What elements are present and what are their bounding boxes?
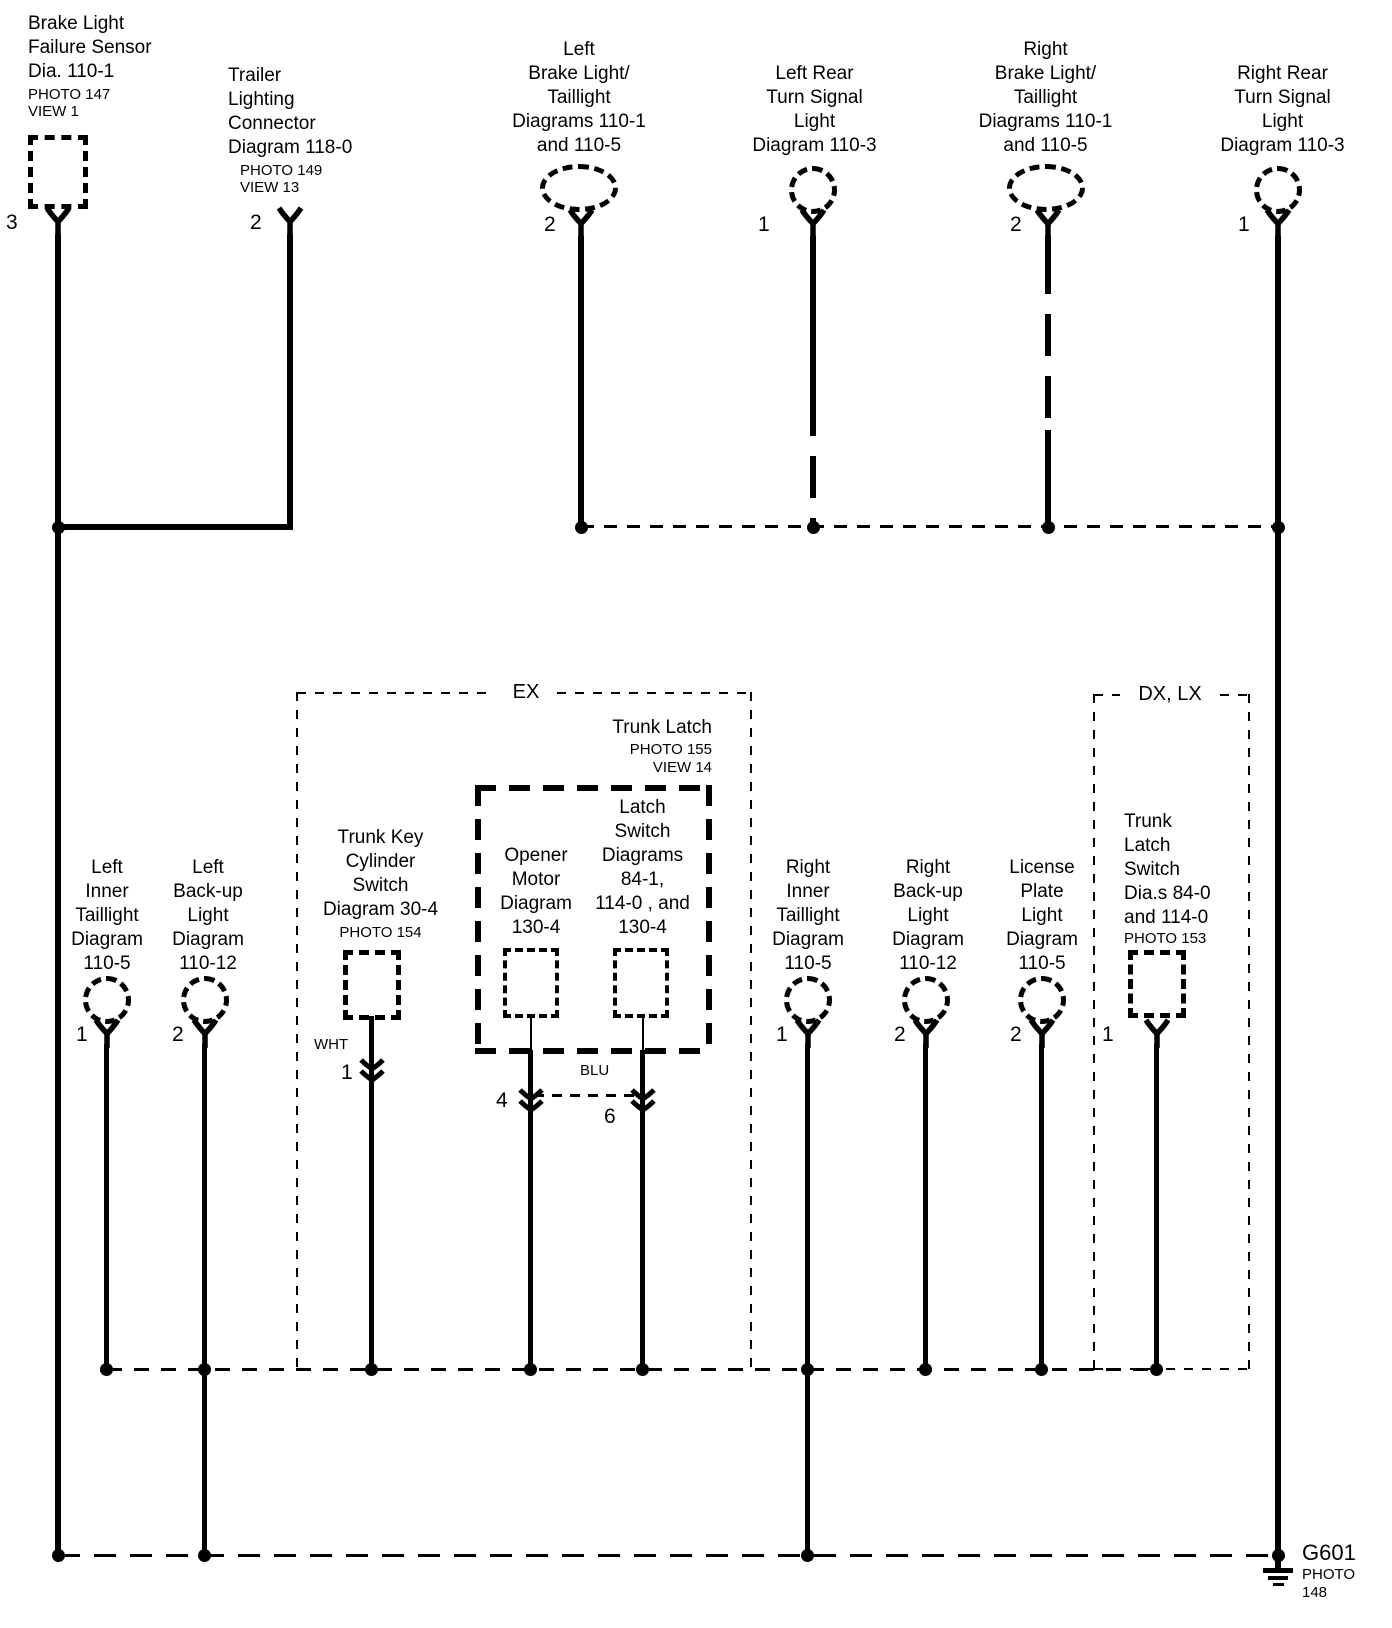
wire-right-brake-dashed [1045,252,1051,430]
junction-dot [52,1549,65,1562]
label-line: Diagram [172,929,244,950]
pin-number: 1 [76,1023,88,1046]
connector-oval-left-brake-light-taillight [540,164,618,212]
label-latch-switch [570,796,715,940]
label-line: Cylinder [345,851,416,872]
label-line: Taillight [75,905,139,926]
junction-dot [365,1363,378,1376]
connector-box-trunk-latch-switch [1128,950,1186,1018]
pin-number: 2 [544,213,556,236]
photo-ref: PHOTO 154 [339,924,422,941]
ex-box-left-edge [296,692,298,1370]
connector-box-opener-motor [503,948,559,1018]
pin-number: 2 [1010,213,1022,236]
label-line: Inner [85,881,129,902]
label-line: Brake Light [28,13,125,34]
label-line: Diagram 110-3 [1220,135,1345,156]
terminal-y-icon [1264,208,1292,238]
connector-circle-left-inner-taillight [83,976,131,1024]
inline-connector-icon [630,1088,656,1114]
trunk-latch-box-bottom [475,1048,712,1054]
label-line: License [1009,857,1075,878]
view-ref: VIEW 1 [28,103,79,120]
label-line: Right [785,857,831,878]
label-line: Trunk Key [337,827,424,848]
pin-number: 2 [172,1023,184,1046]
label-right-rear-turn-signal-light [1195,62,1370,158]
label-line: Brake Light/ [528,63,630,84]
connector-oval-right-brake-light-taillight [1007,164,1085,212]
label-line: Diagram [500,893,572,914]
label-line: 130-4 [511,917,561,938]
label-line: Latch [619,797,666,818]
connector-link-dashed [534,1094,642,1097]
terminal-y-icon [1034,208,1062,238]
label-line: Right [905,857,951,878]
connector-circle-left-rear-turn-signal [789,166,837,214]
pin-number: 2 [894,1023,906,1046]
label-line: Diagrams 110-1 [512,111,646,132]
label-line: 110-5 [784,953,832,974]
label-line: Diagram [71,929,143,950]
ground-photo-number: 148 [1302,1584,1328,1601]
label-line: Light [793,111,836,132]
ground-icon [1273,1583,1284,1586]
lead-opener-motor [530,1014,532,1054]
junction-dot [1035,1363,1048,1376]
label-line: Dia. 110-1 [28,61,115,82]
label-right-inner-taillight [748,856,868,976]
junction-dot [636,1363,649,1376]
label-line: Diagram [772,929,844,950]
junction-dot [801,1549,814,1562]
junction-dot [198,1549,211,1562]
junction-dot [1272,521,1285,534]
label-line: Diagram 30-4 [322,899,439,920]
label-line: and 114-0 [1124,907,1209,928]
dx-box-left-edge [1093,694,1095,1370]
wire-left-backup-light [202,1044,207,1556]
dx-box-top-right [1220,694,1250,696]
label-line: Taillight [1013,87,1078,108]
wire-left-inner-taillight [104,1044,109,1370]
dx-box-right-edge [1248,694,1250,1370]
junction-dot [1042,521,1055,534]
lead-latch-switch [642,1014,644,1054]
label-line: Switch [352,875,409,896]
trunk-latch-box-top [475,785,712,791]
ex-group-label: EX [495,681,557,703]
label-line: Light [907,905,949,926]
pin-number: 2 [1010,1023,1022,1046]
label-line: Diagram [1006,929,1078,950]
connector-circle-right-inner-taillight [784,976,832,1024]
pin-number: 4 [496,1089,508,1112]
label-right-backup-light [866,856,990,976]
pin-number: 1 [776,1023,788,1046]
label-line: 130-4 [618,917,667,938]
label-line: Plate [1020,881,1064,902]
wire-color-label-wht: WHT [314,1036,349,1053]
label-right-brake-light-taillight [958,38,1133,158]
label-line: Turn Signal [1234,87,1331,108]
label-line: Diagrams [601,845,684,866]
pin-number: 1 [1102,1023,1114,1046]
dx-box-top-left [1094,694,1120,696]
wire-right-brake-solid-lower [1045,430,1051,527]
connector-box-trunk-key-cylinder-switch [343,950,401,1020]
label-line: Back-up [173,881,243,902]
label-line: Switch [1124,859,1180,880]
junction-dot [198,1363,211,1376]
junction-dot [100,1363,113,1376]
label-line: Motor [511,869,561,890]
label-license-plate-light [982,856,1102,976]
label-line: 84-1, [620,869,665,890]
label-left-rear-turn-signal-light [732,62,897,158]
wire-right-rear-turn-signal [1275,236,1281,1556]
connector-box-latch-switch [613,948,669,1018]
junction-dot [524,1363,537,1376]
wire-license-plate-light [1039,1044,1044,1370]
ex-box-top-left [297,692,494,694]
wire-right-backup-light [923,1044,928,1370]
label-line: Left Rear [775,63,854,84]
terminal-y-icon [567,208,595,238]
inline-connector-icon [518,1088,544,1114]
label-line: Taillight [776,905,840,926]
ground-photo-ref: PHOTO [1302,1566,1356,1583]
label-line: Light [1261,111,1304,132]
label-line: Switch [614,821,671,842]
label-line: Diagram 110-3 [752,135,877,156]
junction-dot [575,521,588,534]
bus-upper-dashed [581,525,1278,528]
label-line: Right [1023,39,1068,60]
label-line: Dia.s 84-0 [1124,883,1211,904]
label-line: Left [91,857,123,878]
wire-right-inner-taillight [805,1044,810,1556]
label-line: Light [187,905,229,926]
label-line: 110-5 [83,953,131,974]
pin-number: 1 [1238,213,1250,236]
junction-dot [919,1363,932,1376]
inline-connector-icon [359,1058,385,1084]
junction-dot [1150,1363,1163,1376]
pin-number: 2 [250,211,262,234]
label-line: Diagram 118-0 [228,137,353,158]
view-ref: VIEW 13 [240,179,300,196]
wire-left-brake-light-taillight [578,236,584,527]
connector-circle-right-backup-light [902,976,950,1024]
ex-box-right-edge [750,692,752,1370]
label-line: Brake Light/ [994,63,1097,84]
wire-color-label-blu: BLU [580,1062,610,1079]
label-line: Connector [228,113,316,134]
wire-left-rear-turn-solid [810,236,816,394]
label-line: Diagrams 110-1 [978,111,1113,132]
bus-upper-solid [55,524,293,530]
ground-label: G601 [1302,1540,1356,1565]
wire-trailer-lighting-connector [287,234,293,530]
label-line: and 110-5 [536,135,622,156]
junction-dot [52,521,65,534]
terminal-y-icon [44,206,72,236]
wire-trunk-latch-switch [1154,1044,1159,1370]
label-line: 114-0 , and [595,893,690,914]
label-trunk-key-cylinder-switch [303,826,458,922]
ex-box-top-right [557,692,752,694]
view-ref: VIEW 14 [652,759,712,776]
label-line: Trunk [1124,811,1172,832]
label-line: Left [563,39,595,60]
label-line: Lighting [228,89,295,110]
connector-circle-license-plate-light [1018,976,1066,1024]
ground-icon [1268,1576,1288,1580]
label-line: Failure Sensor [28,37,152,58]
wire-left-rear-turn-dashed [810,394,816,527]
label-trunk-latch-switch [1124,810,1211,930]
photo-ref: PHOTO 147 [28,86,111,103]
label-line: 110-5 [1018,953,1066,974]
label-line: Light [1021,905,1063,926]
pin-number: 3 [6,211,18,234]
pin-number: 1 [758,213,770,236]
bus-lower-dashed [107,1368,1159,1371]
pin-number: 1 [341,1061,353,1084]
label-left-backup-light [146,856,270,976]
label-trailer-lighting-connector [228,64,352,160]
label-line: Left [192,857,224,878]
connector-box-brake-light-failure-sensor [28,135,88,209]
wire-right-brake-solid-upper [1045,236,1051,252]
photo-ref: PHOTO 155 [629,741,712,758]
label-line: Taillight [547,87,611,108]
label-line: Opener [504,845,568,866]
label-line: 110-12 [179,953,237,974]
photo-ref: PHOTO 153 [1124,930,1207,947]
label-line: 110-12 [899,953,957,974]
label-line: Inner [786,881,830,902]
bus-ground-dashed [58,1554,1280,1557]
label-line: and 110-5 [1003,135,1088,156]
label-line: Right Rear [1237,63,1328,84]
connector-circle-left-backup-light [181,976,229,1024]
connector-circle-right-rear-turn-signal [1254,166,1302,214]
label-line: Trailer [228,65,282,86]
junction-dot [801,1363,814,1376]
label-line: Turn Signal [766,87,863,108]
label-line: Diagram [892,929,964,950]
trunk-latch-title: Trunk Latch [612,717,712,738]
junction-dot [807,521,820,534]
label-brake-light-failure-sensor [28,12,152,84]
dx-lx-group-label: DX, LX [1120,683,1220,705]
pin-number: 6 [604,1105,616,1128]
label-line: Back-up [893,881,963,902]
ground-icon [1263,1568,1293,1573]
photo-ref: PHOTO 149 [240,162,323,179]
terminal-y-icon [276,206,304,236]
label-line: Latch [1124,835,1171,856]
terminal-y-icon [799,208,827,238]
label-left-brake-light-taillight [493,38,665,158]
